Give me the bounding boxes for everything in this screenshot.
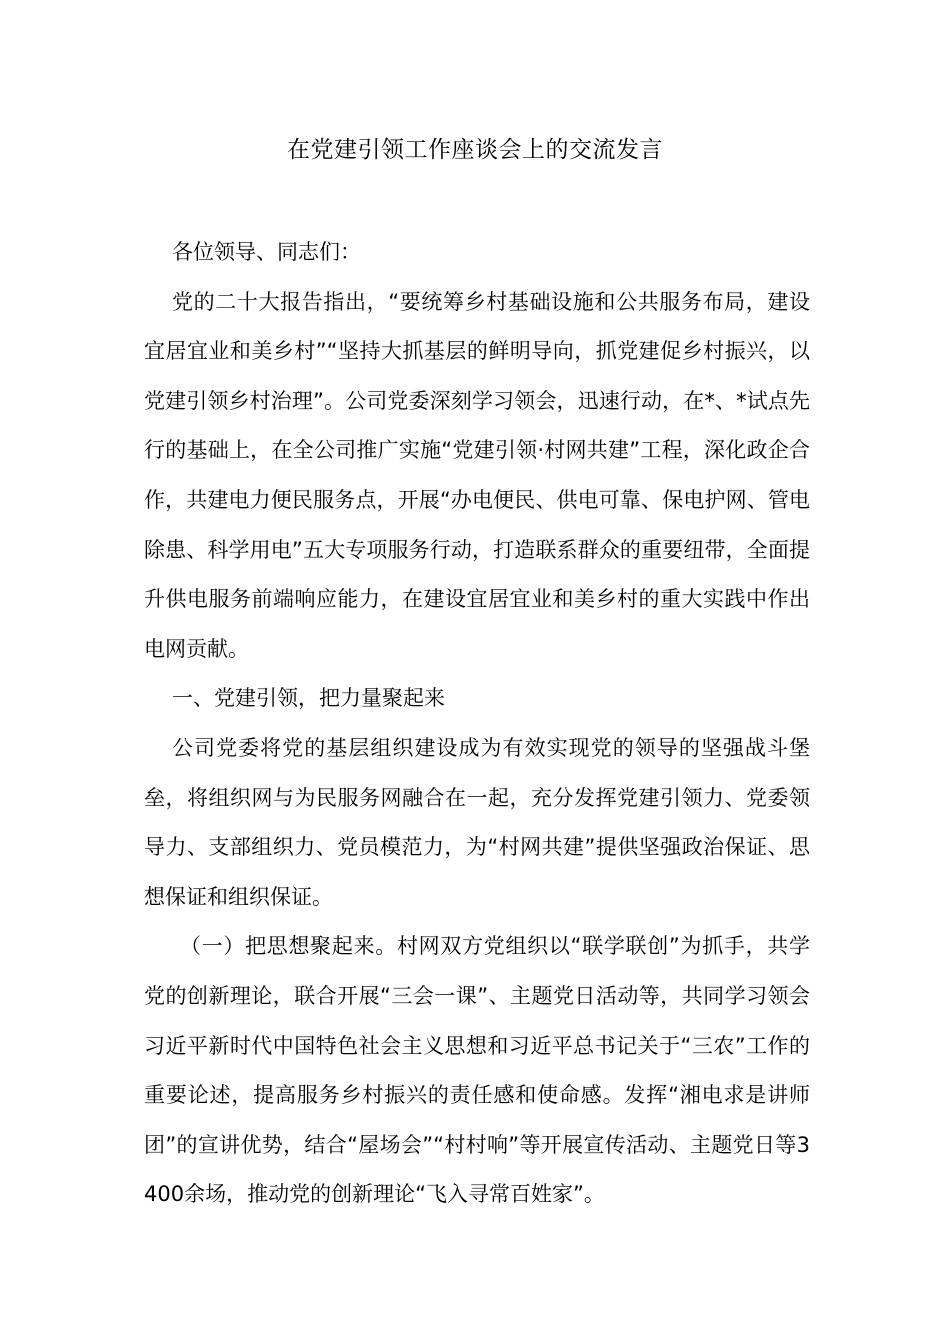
section-heading-1: 一、党建引领，把力量聚起来 [172, 686, 445, 711]
document-title: 在党建引领工作座谈会上的交流发言 [287, 137, 663, 163]
document-body [144, 228, 810, 1220]
subsection-paragraph-1: （一）把思想聚起来。村网双方党组织以“联学联创”为抓手，共学党的创新理论，联合开展“三会一课”、主题党日活动等，共同学习领会习近平新时代中国特色社会主义思想和习近平总书记关于“三农”工作的重要论述，提高服务乡村振兴的责任感和使命感。发挥“湘电求是讲师团”的宣讲优势，结合“屋场会”“村村响”等开展宣传活动、主题党日等3400余场，推动党的创新理论“飞入寻常百姓家”。 [144, 934, 810, 1207]
body-paragraph-intro: 党的二十大报告指出，“要统筹乡村基础设施和公共服务布局，建设宜居宜业和美乡村”“坚持大抓基层的鲜明导向，抓党建促乡村振兴，以党建引领乡村治理”。公司党委深刻学习领会，迅速行动，在*、*试点先行的基础上，在全公司推广实施“党建引领·村网共建”工程，深化政企合作，共建电力便民服务点，开展“办电便民、供电可靠、保电护网、管电除患、科学用电”五大专项服务行动，打造联系群众的重要纽带，全面提升供电服务前端响应能力，在建设宜居宜业和美乡村的重大实践中作出电网贡献。 [144, 289, 810, 661]
salutation: 各位领导、同志们： [172, 240, 361, 264]
body-paragraph-section-1: 公司党委将党的基层组织建设成为有效实现党的领导的坚强战斗堡垒，将组织网与为民服务网融合在一起，充分发挥党建引领力、党委领导力、支部组织力、党员模范力，为“村网共建”提供坚强政治保证、思想保证和组织保证。 [144, 735, 810, 909]
